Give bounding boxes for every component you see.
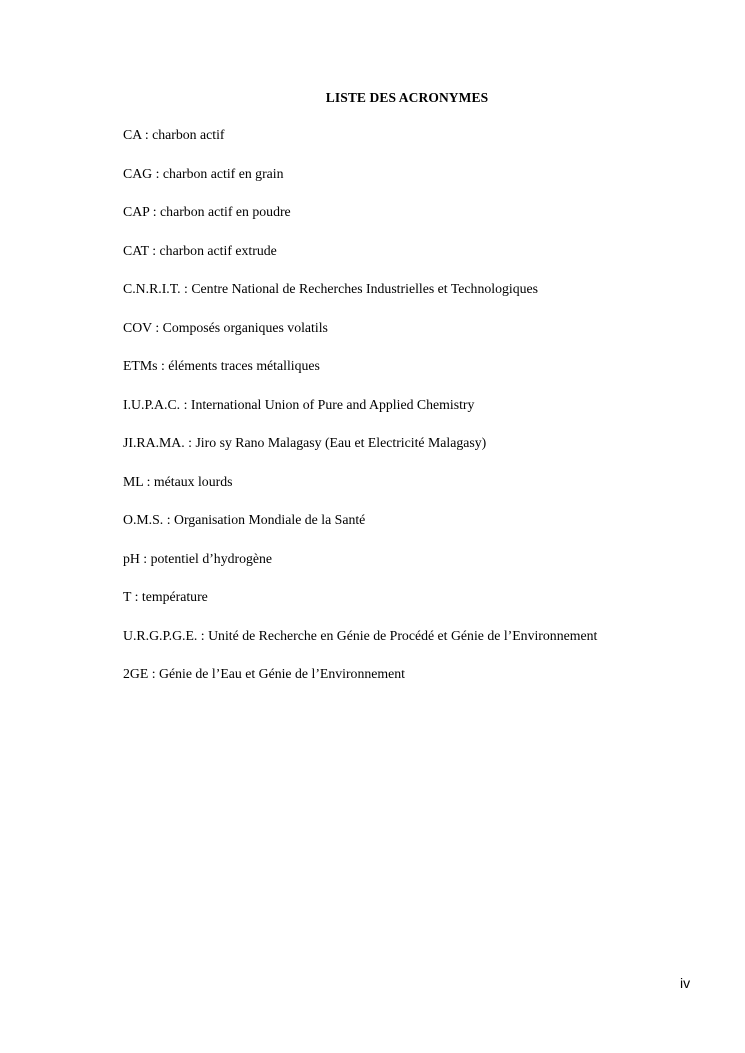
acronym-entry-cat: CAT : charbon actif extrude <box>123 242 277 258</box>
acronym-entry-urgpge: U.R.G.P.G.E. : Unité de Recherche en Génie de Procédé et Génie de l’Environnement <box>123 627 598 643</box>
acronym-entry-cov: COV : Composés organiques volatils <box>123 319 328 335</box>
acronym-entry-2ge: 2GE : Génie de l’Eau et Génie de l’Environnement <box>123 666 405 681</box>
acronym-entry-jirama: JI.RA.MA. : Jiro sy Rano Malagasy (Eau et Electricité Malagasy) <box>123 435 487 450</box>
acronym-entry-iupac: I.U.P.A.C. : International Union of Pure and Applied Chemistry <box>123 396 475 412</box>
acronym-entry-ca: CA : charbon actif <box>123 127 225 142</box>
acronym-entry-etms: ETMs : éléments traces métalliques <box>123 358 320 373</box>
acronym-entry-cag: CAG : charbon actif en grain <box>123 165 284 181</box>
acronym-list <box>123 126 597 704</box>
acronym-entry-cap: CAP : charbon actif en poudre <box>123 204 291 219</box>
acronym-entry-oms: O.M.S. : Organisation Mondiale de la Santé <box>123 512 366 527</box>
page-title: LISTE DES ACRONYMES <box>325 90 489 105</box>
page-number: iv <box>680 975 691 991</box>
acronym-entry-ml: ML : métaux lourds <box>123 473 233 489</box>
acronym-entry-ph: pH : potentiel d’hydrogène <box>123 550 273 566</box>
acronym-entry-cnrit: C.N.R.I.T. : Centre National de Recherches Industrielles et Technologiques <box>123 281 538 296</box>
acronym-entry-t: T : température <box>123 589 208 604</box>
